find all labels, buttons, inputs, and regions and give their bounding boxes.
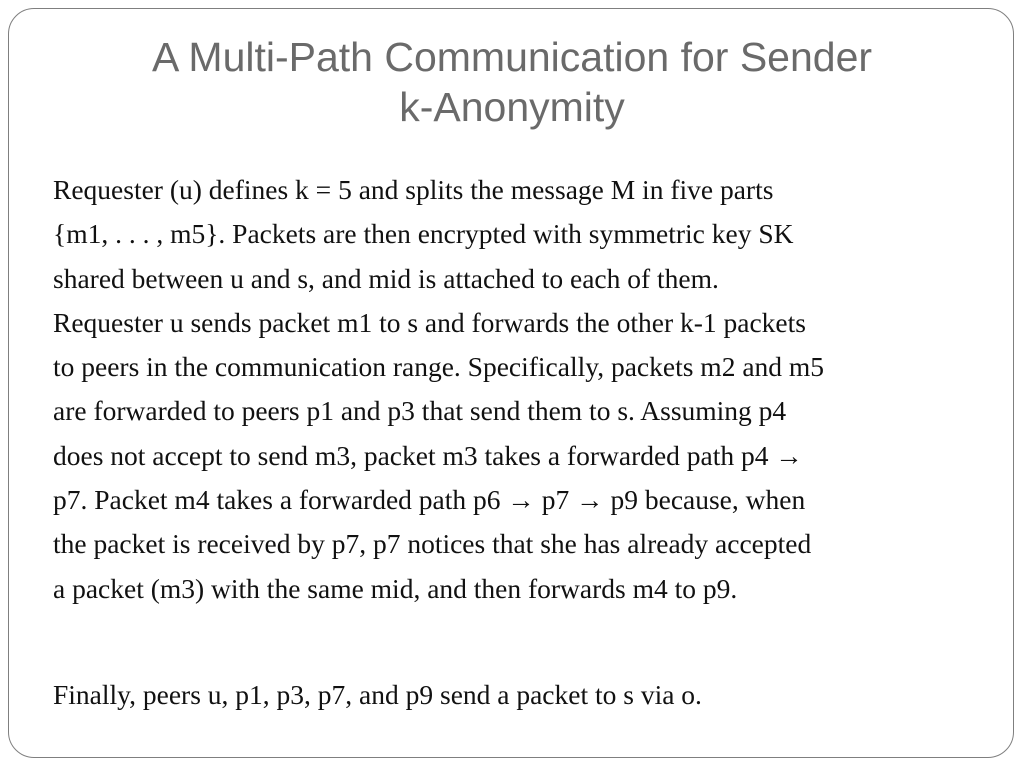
paragraph-1-line: a packet (m3) with the same mid, and then forwards m4 to p9.: [53, 572, 738, 604]
paragraph-1-line: to peers in the communication range. Specifically, packets m2 and m5: [53, 351, 825, 383]
paragraph-1-line: p7. Packet m4 takes a forwarded path p6 → p7 → p9 because, when: [53, 484, 806, 516]
slide-body: [53, 168, 988, 717]
paragraph-1-line: shared between u and s, and mid is attached to each of them.: [53, 262, 719, 294]
paragraph-1-line: {m1, . . . , m5}. Packets are then encrypted with symmetric key SK: [53, 218, 794, 250]
slide-title-line-1: A Multi-Path Communication for Sender: [151, 34, 873, 80]
paragraph-1-line: does not accept to send m3, packet m3 takes a forwarded path p4 →: [53, 439, 803, 471]
paragraph-1: [53, 168, 988, 611]
paragraph-spacer: [53, 611, 988, 673]
paragraph-1-line: Requester (u) defines k = 5 and splits the message M in five parts: [53, 174, 774, 205]
paragraph-1-line: Requester u sends packet m1 to s and forwards the other k-1 packets: [53, 306, 806, 338]
paragraph-2: Finally, peers u, p1, p3, p7, and p9 send a packet to s via o.: [53, 678, 702, 710]
slide-title: [40, 32, 984, 132]
paragraph-1-line: the packet is received by p7, p7 notices that she has already accepted: [53, 528, 812, 560]
paragraph-1-line: are forwarded to peers p1 and p3 that send them to s. Assuming p4: [53, 395, 787, 427]
slide-title-line-2: k-Anonymity: [399, 84, 625, 130]
